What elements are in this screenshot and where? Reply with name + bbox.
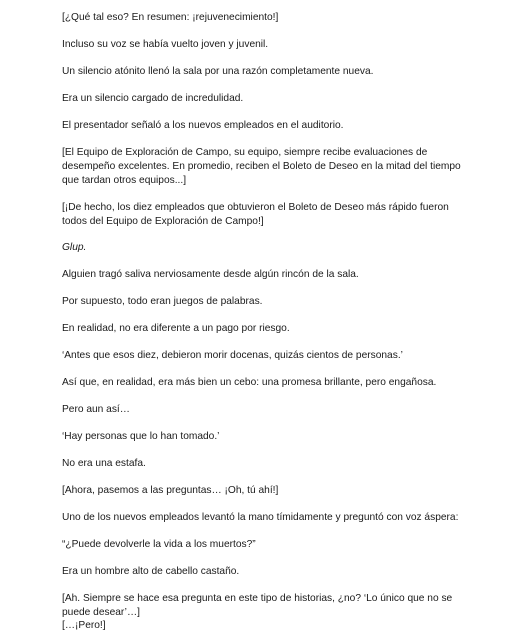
- paragraph-6: [El Equipo de Exploración de Campo, su equipo, siempre recibe evaluaciones de desempeño excelentes. En promedio, reciben el Boleto de Deseo en la mitad del tiempo que tardan otros equipos...]: [62, 147, 461, 186]
- paragraph-10: Por supuesto, todo eran juegos de palabras.: [62, 296, 263, 307]
- paragraph-22: […¡Pero!]: [62, 620, 106, 631]
- paragraph-9: Alguien tragó saliva nerviosamente desde algún rincón de la sala.: [62, 269, 359, 280]
- paragraph-2: Incluso su voz se había vuelto joven y juvenil.: [62, 39, 269, 50]
- paragraph-11: En realidad, no era diferente a un pago por riesgo.: [62, 323, 290, 334]
- paragraph-20: Era un hombre alto de cabello castaño.: [62, 566, 240, 577]
- paragraph-5: El presentador señaló a los nuevos empleados en el auditorio.: [62, 120, 344, 131]
- paragraph-13: Así que, en realidad, era más bien un cebo: una promesa brillante, pero engañosa.: [62, 377, 437, 388]
- paragraph-7: [¡De hecho, los diez empleados que obtuvieron el Boleto de Deseo más rápido fueron todos del Equipo de Exploración de Campo!]: [62, 202, 449, 227]
- paragraph-8: Glup.: [62, 242, 87, 253]
- paragraph-14: Pero aun así…: [62, 404, 130, 415]
- paragraph-16: No era una estafa.: [62, 458, 146, 469]
- paragraph-17: [Ahora, pasemos a las preguntas… ¡Oh, tú ahí!]: [62, 485, 279, 496]
- paragraph-12: ‘Antes que esos diez, debieron morir docenas, quizás cientos de personas.’: [62, 350, 403, 361]
- paragraph-1: [¿Qué tal eso? En resumen: ¡rejuvenecimiento!]: [62, 12, 279, 23]
- paragraph-18: Uno de los nuevos empleados levantó la mano tímidamente y preguntó con voz áspera:: [62, 512, 459, 523]
- paragraph-21: [Ah. Siempre se hace esa pregunta en este tipo de historias, ¿no? ‘Lo único que no se puede desear’…]: [62, 593, 453, 618]
- paragraph-15: ‘Hay personas que lo han tomado.’: [62, 431, 220, 442]
- paragraph-4: Era un silencio cargado de incredulidad.: [62, 93, 244, 104]
- paragraph-19: “¿Puede devolverle la vida a los muertos?”: [62, 539, 256, 550]
- paragraph-3: Un silencio atónito llenó la sala por una razón completamente nueva.: [62, 66, 374, 77]
